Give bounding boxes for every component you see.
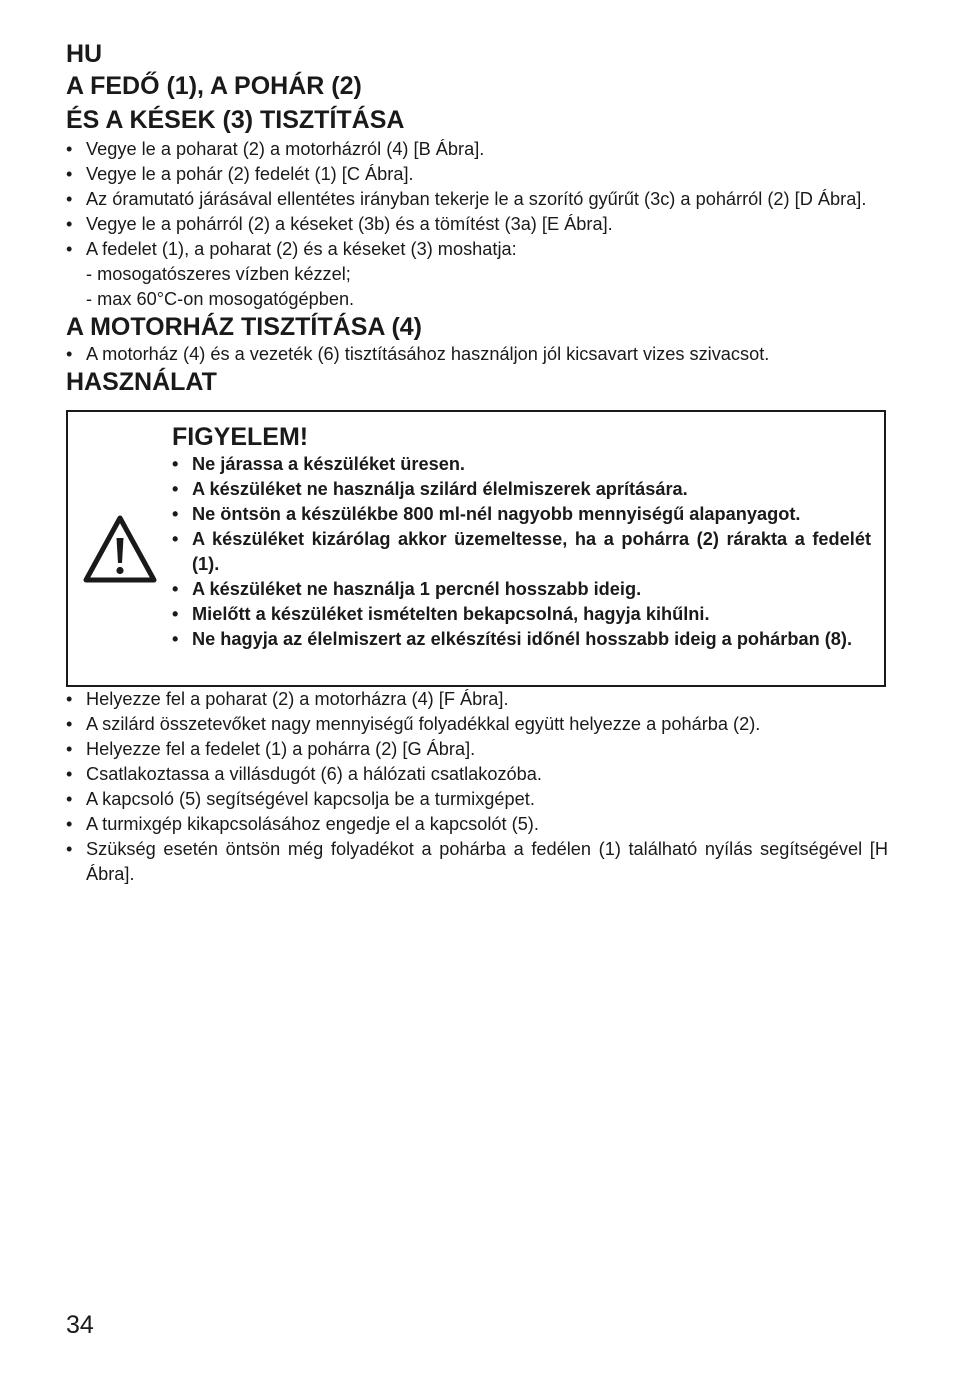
warning-item: • A készüléket kizárólag akkor üzemeltesse, ha a pohárra (2) rárakta a fedelét (1).	[172, 527, 871, 577]
list-item: • Vegye le a pohár (2) fedelét (1) [C Ábra].	[66, 162, 888, 187]
cleaning-list	[66, 137, 888, 312]
sub-list-item: - mosogatószeres vízben kézzel;	[86, 264, 351, 284]
warning-title: FIGYELEM!	[172, 423, 309, 451]
warning-box	[66, 410, 886, 687]
list-item: • Az óramutató járásával ellentétes irányban tekerje le a szorító gyűrűt (3c) a pohárról (2) [D Ábra].	[66, 187, 888, 212]
list-item: • Szükség esetén öntsön még folyadékot a pohárba a fedélen (1) található nyílás segítségével [H Ábra].	[66, 837, 888, 887]
motor-list	[66, 342, 888, 367]
warning-item: • Mielőtt a készüléket ismételten bekapcsolná, hagyja kihűlni.	[172, 602, 871, 627]
list-item: • Helyezze fel a fedelet (1) a pohárra (2) [G Ábra].	[66, 737, 888, 762]
list-item: • Helyezze fel a poharat (2) a motorházra (4) [F Ábra].	[66, 687, 888, 712]
list-item: • Vegye le a pohárról (2) a késeket (3b) és a tömítést (3a) [E Ábra].	[66, 212, 888, 237]
usage-heading: HASZNÁLAT	[66, 368, 217, 396]
warning-item: • Ne öntsön a készülékbe 800 ml-nél nagyobb mennyiségű alapanyagot.	[172, 502, 871, 527]
page-title	[66, 69, 888, 137]
list-item: • A turmixgép kikapcsolásához engedje el a kapcsolót (5).	[66, 812, 888, 837]
warning-item: • Ne járassa a készüléket üresen.	[172, 452, 871, 477]
list-item: • A kapcsoló (5) segítségével kapcsolja be a turmixgépet.	[66, 787, 888, 812]
language-code: HU	[66, 40, 103, 68]
list-item: • A fedelet (1), a poharat (2) és a késeket (3) moshatja:	[66, 237, 888, 262]
warning-item: • Ne hagyja az élelmiszert az elkészítési időnél hosszabb ideig a pohárban (8).	[172, 627, 871, 652]
list-item: • Csatlakoztassa a villásdugót (6) a hálózati csatlakozóba.	[66, 762, 888, 787]
warning-triangle-icon	[82, 514, 158, 584]
list-item: • A motorház (4) és a vezeték (6) tisztításához használjon jól kicsavart vizes szivacsot.	[66, 342, 888, 367]
usage-list	[66, 687, 888, 887]
warning-list	[172, 452, 871, 652]
warning-item: • A készüléket ne használja 1 percnél hosszabb ideig.	[172, 577, 871, 602]
list-item: • A szilárd összetevőket nagy mennyiségű folyadékkal együtt helyezze a pohárba (2).	[66, 712, 888, 737]
page-content	[66, 40, 888, 887]
list-item: • Vegye le a poharat (2) a motorházról (4) [B Ábra].	[66, 137, 888, 162]
sub-list-item: - max 60°C-on mosogatógépben.	[86, 289, 355, 309]
motor-heading: A MOTORHÁZ TISZTÍTÁSA (4)	[66, 313, 422, 341]
title-line-2: ÉS A KÉSEK (3) TISZTÍTÁSA	[66, 106, 405, 134]
warning-item: • A készüléket ne használja szilárd élelmiszerek aprítására.	[172, 477, 871, 502]
title-line-1: A FEDŐ (1), A POHÁR (2)	[66, 72, 362, 100]
page-number: 34	[66, 1311, 94, 1339]
